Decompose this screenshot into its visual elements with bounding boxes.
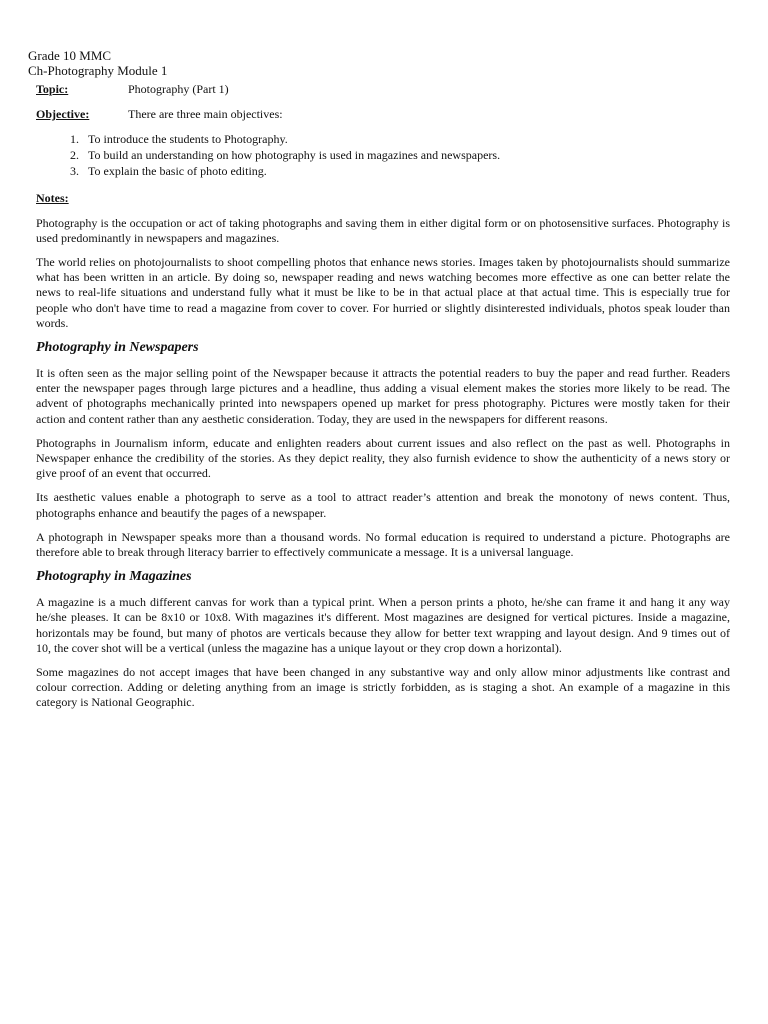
topic-label: Topic: — [36, 82, 69, 96]
objective-item: 2. To build an understanding on how photography is used in magazines and newspapers. — [82, 147, 730, 163]
magazines-paragraph: A magazine is a much different canvas for work than a typical print. When a person prints a photo, he/she can frame it and hang it any way he/she pleases. It can be 8x10 or 10x8. With magazines it's different. Most magazines are designed for vertical pictures. Inside a magazine, horizontals may be found, but many of photos are verticals because they allow for better text wrapping and layout design. And 9 times out of 10, the cover shot will be a vertical (unless the magazine has a unique layout or they crop down a horizontal). — [36, 595, 730, 655]
topic-value: Photography (Part 1) — [128, 82, 229, 96]
topic-row — [36, 82, 730, 97]
objective-value: There are three main objectives: — [128, 107, 283, 122]
objective-item: 1. To introduce the students to Photography. — [82, 131, 730, 147]
objective-item: 3. To explain the basic of photo editing. — [82, 163, 730, 179]
newspapers-paragraph: It is often seen as the major selling point of the Newspaper because it attracts the potential readers to buy the paper and read further. Readers enter the newspaper pages through large pictures and a headline, thus adding a visual element makes the stories more likely to be read. The advent of photographs mechanically printed into newspapers opened up market for press photography. Pictures were mostly taken for their action and content rather than any aesthetic consideration. Today, they are used in the newspapers for different reasons. — [36, 366, 730, 426]
objective-label: Objective: — [36, 107, 90, 122]
newspapers-heading: Photography in Newspapers — [36, 340, 199, 356]
notes-paragraph: Photography is the occupation or act of taking photographs and saving them in either digital form or on photosensitive surfaces. Photography is used predominantly in newspapers and magazines. — [36, 215, 730, 245]
notes-label: Notes: — [36, 191, 69, 206]
module-label: Ch-Photography Module 1 — [28, 63, 168, 78]
newspapers-paragraph: A photograph in Newspaper speaks more than a thousand words. No formal education is required to understand a picture. Photographs are therefore able to break through literacy barrier to effectively communicate a message. It is a universal language. — [36, 529, 730, 560]
objective-row — [36, 107, 730, 122]
grade-label: Grade 10 MMC — [28, 48, 112, 63]
newspapers-paragraph: Photographs in Journalism inform, educate and enlighten readers about current issues and also reflect on the past as well. Photographs in Newspaper enhance the credibility of the stories. As they depict reality, they also furnish evidence to show the authenticity of a news story or give proof of an event that occurred. — [36, 435, 730, 481]
magazines-heading: Photography in Magazines — [36, 569, 192, 585]
newspapers-paragraph: Its aesthetic values enable a photograph to serve as a tool to attract reader’s attention and break the monotony of news content. Thus, photographs enhance and beautify the pages of a newspaper. — [36, 490, 730, 520]
magazines-paragraph: Some magazines do not accept images that have been changed in any substantive way and only allow minor adjustments like contrast and colour correction. Adding or deleting anything from an image is strictly forbidden, as is staging a shot. An example of a magazine in this category is National Geographic. — [36, 665, 730, 710]
notes-paragraph: The world relies on photojournalists to shoot compelling photos that enhance news stories. Images taken by photojournalists should summarize what has been written in an article. By doing so, newspaper reading and news watching becomes more effective as one can better relate the news to real-life situations and understand fully what it must be like to be in that actual place at that actual time. This is especially true for people who don't have time to read a magazine from cover to cover. For hurried or slightly disinterested individuals, photos speak louder than words. — [36, 255, 730, 330]
document-body — [36, 82, 730, 720]
document-header — [28, 48, 167, 78]
objectives-list — [36, 131, 730, 179]
